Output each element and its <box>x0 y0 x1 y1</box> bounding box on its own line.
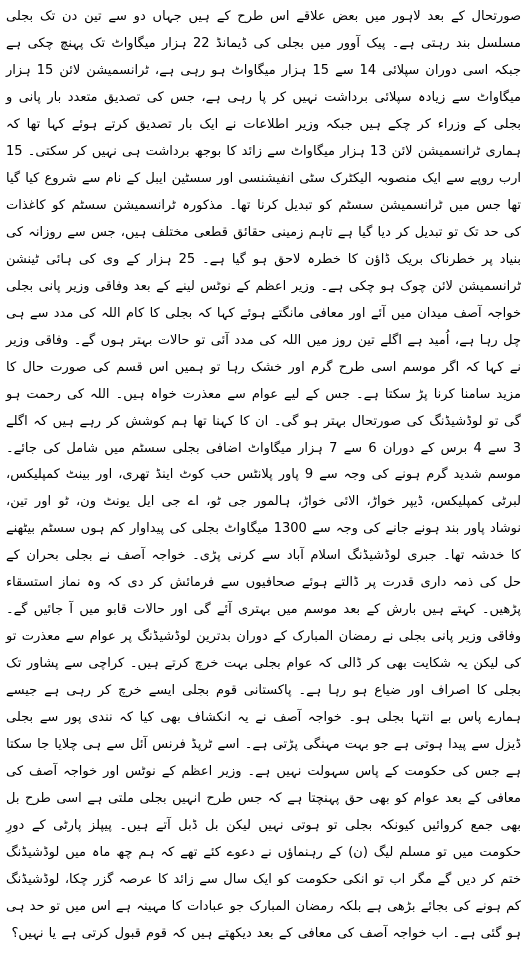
article-body-text: صورتحال کے بعد لاہور میں بعض علاقے اس طرح کے ہیں جہاں دو سے تین دن تک بجلی مسلسل بند رہتی ہے۔ پیک آوور میں بجلی کی ڈیمانڈ 22 ہزار میگاواٹ تک پہنچ چکی ہے جبکہ اسی دوران سپلائی 14 سے 15 ہزار میگاواٹ ہو رہی ہے، ٹرانسمیشن لائن 15 ہزار میگاواٹ سے زیادہ سپلائی برداشت نہیں کر پا رہی ہے، جس کی تصدیق متعدد بار پانی و بجلی کے وزراء کر چکے ہیں جبکہ وزیر اطلاعات نے ایک بار تصدیق کرتے ہوئے کہا تھا کہ ہماری ٹرانسمیشن لائن 13 ہزار میگاواٹ سے زائد کا بوجھ برداشت ہی نہیں کر سکتی۔ 15 ارب روپے سے ایک منصوبہ الیکٹرک سٹی انفیشنسی اور سسٹین ایبل کے نام سے شروع کیا گیا تھا جس میں ٹرانسمیشن سسٹم کو تبدیل کرنا تھا۔ مذکورہ ٹرانسمیشن سسٹم کو کاغذات کی حد تک تو تبدیل کر دیا گیا ہے تاہم زمینی حقائق قطعی مختلف ہیں، جس سے روزانہ کی بنیاد پر خطرناک بریک ڈاؤن کا خطرہ لاحق ہو گیا ہے۔ 25 ہزار کے وی کی ہائی ٹینشن ٹرانسمیشن لائن چوک ہو چکی ہے۔ وزیر اعظم کے نوٹس لینے کے بعد وفاقی وزیر پانی بجلی خواجہ آصف میدان میں آئے اور معافی مانگتے ہوئے کہا کہ بجلی کا کام اللہ کی مدد سے ہی چل رہا ہے، اُمید ہے اگلے تین روز میں اللہ کی مدد آئی تو حالات بہتر ہوں گے۔ وفاقی وزیر نے کہا کہ اگر موسم اسی طرح گرم اور خشک رہا تو ہمیں اس قسم کی صورت حال کا مزید سامنا کرنا پڑ سکتا ہے۔ جس کے لیے عوام سے معذرت خواہ ہیں۔ اللہ کی رحمت ہو گی تو لوڈشیڈنگ کی صورتحال بہتر ہو گی۔ ان کا کہنا تھا ہم کوشش کر رہے ہیں کہ اگلے 3 سے 4 برس کے دوران 6 سے 7 ہزار میگاواٹ اضافی بجلی سسٹم میں شامل کی جائے۔ موسم شدید گرم ہونے کی وجہ سے 9 پاور پلانٹس حب کوٹ اینڈ تھری، اور بینٹ کمپلیکس، لبرٹی کمپلیکس، ڈیپر خواڑ، الائی خواڑ، ہالمور جی ٹو، اے جی ایل یونٹ ون، ٹو اور تین، نوشاد پاور بند ہونے جانے کی وجہ سے 1300 میگاواٹ بجلی کی پیداوار کم ہوں سسٹم بیٹھنے کا خدشہ تھا۔ جبری لوڈشیڈنگ اسلام آباد سے کرنی پڑی۔ خواجہ آصف نے بجلی بحران کے حل کی ذمہ داری قدرت پر ڈالتے ہوئے صحافیوں سے فرمائش کر دی کہ وہ نماز استسقاء پڑھیں۔ کہتے ہیں بارش کے بعد موسم میں بہتری آئے گی اور حالات قابو میں آ جائیں گے۔ وفاقی وزیر پانی بجلی نے رمضان المبارک کے دوران بدترین لوڈشیڈنگ پر عوام سے معذرت تو کی لیکن یہ شکایت بھی کر ڈالی کہ عوام بجلی بہت خرچ کرتے ہیں۔ کراچی سے پشاور تک بجلی کا اصراف اور ضیاع ہو رہا ہے۔ پاکستانی قوم بجلی ایسے خرچ کر رہی ہے جیسے ہمارے پاس بے انتہا بجلی ہو۔ خواجہ آصف نے یہ انکشاف بھی کیا کہ نندی پور سے بجلی ڈیزل سے پیدا ہوتی ہے جو بہت مہنگی پڑتی ہے۔ اسے ٹرپڈ فرنس آئل سے ہی چلایا جا سکتا ہے جس کی حکومت کے پاس سہولت نہیں ہے۔ وزیر اعظم کے نوٹس اور خواجہ آصف کی معافی کے بعد عوام کو بھی حق پہنچتا ہے کہ جس طرح انہیں بجلی ملتی ہے اسی طرح بل بھی جمع کروائیں کیونکہ بجلی تو ہوتی نہیں لیکن بل ڈبل آتے ہیں۔ پیپلز پارٹی کے دورِ حکومت میں تو مسلم لیگ (ن) کے رہنماؤں نے دعوے کئے تھے کہ ہم چھ ماہ میں لوڈشیڈنگ ختم کر دیں گے مگر اب تو انکی حکومت کو ایک سال سے زائد کا عرصہ گزر چکا، لوڈشیڈنگ کم ہونے کی بجائے بڑھی ہے بلکہ رمضان المبارک جو عبادات کا مہینہ ہے اس میں تو حد ہی ہو گئی ہے۔ اب خواجہ آصف کی معافی کے بعد دیکھتے ہیں کہ قوم قبول کرتی ہے یا نہیں؟ <box>6 9 522 941</box>
